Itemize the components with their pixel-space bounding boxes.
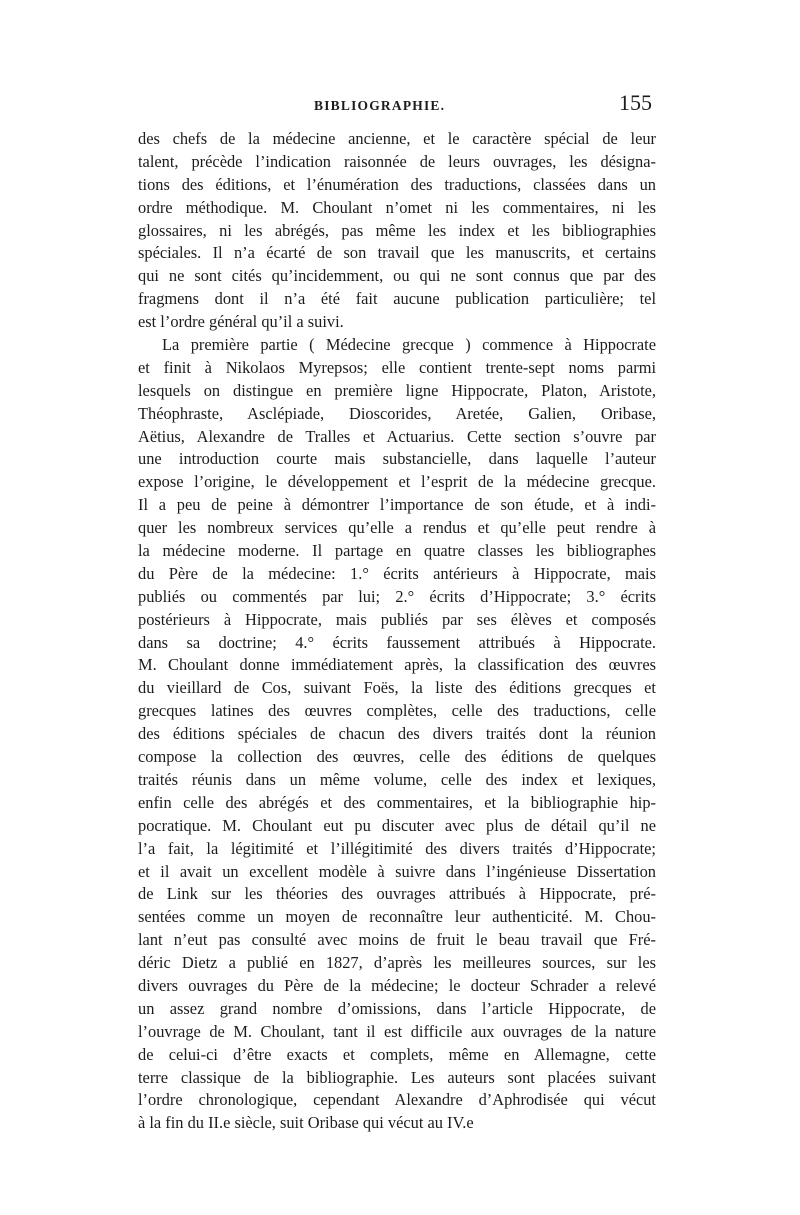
- page-header: [138, 90, 658, 126]
- text-line: publiés ou commentés par lui; 2.° écrits d’Hippocrate; 3.° écrits: [138, 586, 656, 606]
- text-line: de celui-ci d’être exacts et complets, même en Allemagne, cette: [138, 1044, 656, 1064]
- text-line: M. Choulant donne immédiatement après, la classification des œuvres: [138, 655, 656, 675]
- text-line: Il a peu de peine à démontrer l’importance de son étude, et à indi-: [138, 495, 656, 515]
- text-line: ordre méthodique. M. Choulant n’omet ni les commentaires, ni les: [138, 197, 656, 217]
- text-line: expose l’origine, le développement et l’esprit de la médecine grecque.: [138, 472, 656, 492]
- body-text: [138, 128, 656, 1135]
- text-line: quer les nombreux services qu’elle a rendus et qu’elle peut rendre à: [138, 518, 656, 538]
- text-line: fragmens dont il n’a été fait aucune publication particulière; tel: [138, 289, 656, 309]
- text-line: tions des éditions, et l’énumération des traductions, classées dans un: [138, 174, 656, 194]
- text-line: l’a fait, la légitimité et l’illégitimité des divers traités d’Hippocrate;: [138, 838, 656, 858]
- text-line: compose la collection des œuvres, celle des éditions de quelques: [138, 747, 656, 767]
- text-line: terre classique de la bibliographie. Les auteurs sont placées suivant: [138, 1067, 656, 1087]
- text-line: pocratique. M. Choulant eut pu discuter avec plus de détail qu’il ne: [138, 815, 656, 835]
- text-line: la médecine moderne. Il partage en quatre classes les bibliographes: [138, 541, 656, 561]
- text-line: Aëtius, Alexandre de Tralles et Actuarius. Cette section s’ouvre par: [138, 426, 656, 446]
- text-line: Théophraste, Asclépiade, Dioscorides, Aretée, Galien, Oribase,: [138, 403, 656, 423]
- text-line: sentées comme un moyen de reconnaître leur authenticité. M. Chou-: [138, 907, 656, 927]
- text-line: l’ouvrage de M. Choulant, tant il est difficile aux ouvrages de la nature: [138, 1021, 656, 1041]
- text-line: à la fin du II.e siècle, suit Oribase qui vécut au IV.e: [138, 1113, 474, 1133]
- text-line: divers ouvrages du Père de la médecine; le docteur Schrader a relevé: [138, 975, 656, 995]
- text-line: enfin celle des abrégés et des commentaires, et la bibliographie hip-: [138, 792, 656, 812]
- text-line: une introduction courte mais substancielle, dans laquelle l’auteur: [138, 449, 656, 469]
- text-line: des chefs de la médecine ancienne, et le caractère spécial de leur: [138, 129, 656, 148]
- text-line: qui ne sont cités qu’incidemment, ou qui ne sont connus que par des: [138, 266, 656, 286]
- text-line: des éditions spéciales de chacun des divers traités dont la réunion: [138, 724, 656, 744]
- text-line: dans sa doctrine; 4.° écrits faussement attribués à Hippocrate.: [138, 632, 656, 652]
- text-line: traités réunis dans un même volume, celle des index et lexiques,: [138, 769, 656, 789]
- text-line: et il avait un excellent modèle à suivre dans l’ingénieuse Dissertation: [138, 861, 656, 881]
- text-line: glossaires, ni les abrégés, pas même les index et les bibliographies: [138, 220, 656, 240]
- text-line: postérieurs à Hippocrate, mais publiés par ses élèves et composés: [138, 609, 656, 629]
- text-line: déric Dietz a publié en 1827, d’après les meilleures sources, sur les: [138, 953, 656, 973]
- text-line: grecques latines des œuvres complètes, celle des traductions, celle: [138, 701, 656, 721]
- text-line: du Père de la médecine: 1.° écrits antérieurs à Hippocrate, mais: [138, 563, 656, 583]
- text-line: spéciales. Il n’a écarté de son travail que les manuscrits, et certains: [138, 243, 656, 263]
- text-line: est l’ordre général qu’il a suivi.: [138, 312, 344, 332]
- text-line: et finit à Nikolaos Myrepsos; elle contient trente-sept noms parmi: [138, 357, 656, 377]
- page-number: 155: [619, 90, 652, 115]
- running-head: BIBLIOGRAPHIE.: [314, 98, 446, 113]
- paragraph-start-line: La première partie ( Médecine grecque ) commence à Hippocrate: [162, 335, 656, 355]
- text-line: l’ordre chronologique, cependant Alexandre d’Aphrodisée qui vécut: [138, 1090, 656, 1110]
- text-line: lant n’eut pas consulté avec moins de fruit le beau travail que Fré-: [138, 930, 656, 950]
- text-line: de Link sur les théories des ouvrages attribués à Hippocrate, pré-: [138, 884, 656, 904]
- text-line: du vieillard de Cos, suivant Foës, la liste des éditions grecques et: [138, 678, 656, 698]
- text-line: un assez grand nombre d’omissions, dans l’article Hippocrate, de: [138, 998, 656, 1018]
- text-line: lesquels on distingue en première ligne Hippocrate, Platon, Aristote,: [138, 380, 656, 400]
- text-line: talent, précède l’indication raisonnée de leurs ouvrages, les désigna-: [138, 151, 656, 171]
